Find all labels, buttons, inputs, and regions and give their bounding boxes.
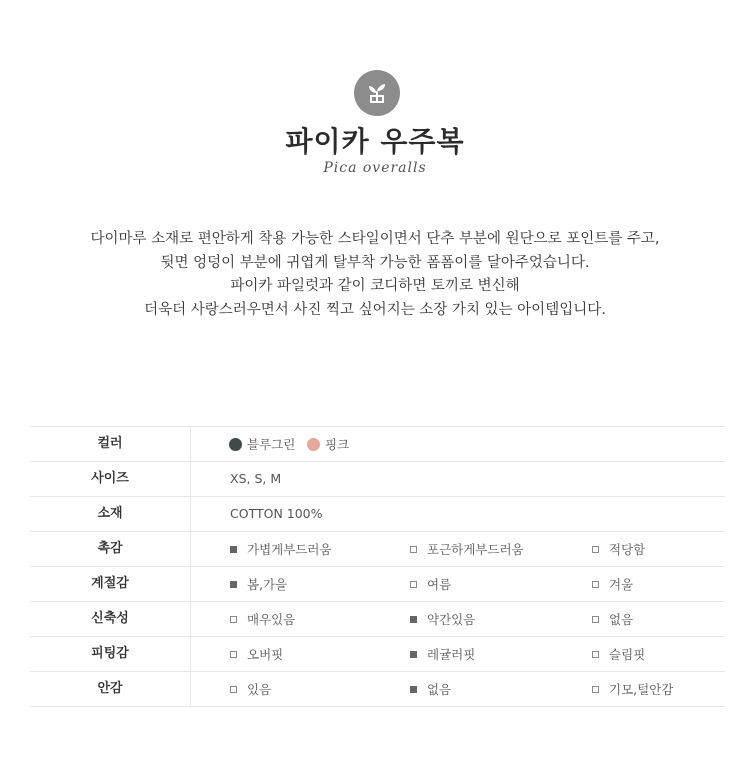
- rating-option: [592, 602, 633, 636]
- rating-option-label: 없음: [427, 682, 452, 697]
- rating-option: [592, 567, 633, 601]
- checked-box-icon: [230, 546, 237, 553]
- rating-option-label: 여름: [427, 577, 452, 592]
- rating-option: [410, 567, 451, 601]
- spec-row-rating: [30, 672, 725, 707]
- rating-option-label: 포근하게부드러움: [427, 542, 524, 557]
- color-swatch: [229, 438, 242, 451]
- color-name: 블루그린: [247, 437, 296, 452]
- unchecked-box-icon: [230, 686, 237, 693]
- description-line: 다이마루 소재로 편안하게 착용 가능한 스타일이면서 단추 부분에 원단으로 포인트를 주고,: [90, 231, 660, 247]
- checked-box-icon: [410, 616, 417, 623]
- rating-option: [230, 567, 287, 601]
- rating-option: [592, 672, 673, 706]
- rating-option: [230, 637, 283, 671]
- color-option: [229, 427, 295, 461]
- rating-option-label: 봄,가을: [247, 577, 288, 592]
- rating-option-label: 레귤러핏: [427, 647, 476, 662]
- rating-option-label: 적당함: [609, 542, 646, 557]
- description-line: 뒷면 엉덩이 부분에 귀엽게 탈부착 가능한 폼폼이를 달아주었습니다.: [160, 254, 590, 271]
- rating-option: [592, 532, 645, 566]
- rating-option-label: 매우있음: [247, 612, 296, 627]
- unchecked-box-icon: [592, 651, 599, 658]
- rating-option: [410, 602, 475, 636]
- unchecked-box-icon: [410, 581, 417, 588]
- rating-option-label: 없음: [609, 612, 634, 627]
- product-subtitle: Pica overalls: [323, 160, 427, 176]
- color-option: [307, 427, 349, 461]
- unchecked-box-icon: [592, 581, 599, 588]
- spec-label: 안감: [30, 672, 191, 706]
- rating-option: [230, 672, 271, 706]
- description-line: 더욱더 사랑스러우면서 사진 찍고 싶어지는 소장 가치 있는 아이템입니다.: [144, 301, 606, 318]
- spec-label: 피팅감: [30, 637, 191, 671]
- spec-row-rating: [30, 532, 725, 567]
- rating-option: [592, 637, 645, 671]
- product-title: 파이카 우주복: [285, 125, 465, 158]
- checked-box-icon: [230, 581, 237, 588]
- spec-table: [30, 426, 725, 707]
- spec-label: 소재: [30, 497, 191, 531]
- spec-label: 컬러: [30, 427, 191, 461]
- unchecked-box-icon: [592, 546, 599, 553]
- description-line: 파이카 파일럿과 같이 코디하면 토끼로 변신해: [230, 278, 520, 294]
- unchecked-box-icon: [592, 686, 599, 693]
- rating-option-label: 슬림핏: [609, 647, 646, 662]
- rating-option: [410, 532, 524, 566]
- color-swatch: [307, 438, 320, 451]
- plant-sprout-icon: [364, 80, 390, 106]
- rating-option-label: 가볍게부드러움: [247, 542, 332, 557]
- spec-row-color: [30, 427, 725, 462]
- unchecked-box-icon: [592, 616, 599, 623]
- product-description: [0, 228, 750, 322]
- unchecked-box-icon: [230, 651, 237, 658]
- spec-row-rating: [30, 637, 725, 672]
- rating-option: [230, 602, 295, 636]
- rating-option-label: 겨울: [609, 577, 634, 592]
- rating-option-label: 오버핏: [247, 647, 284, 662]
- spec-row-material: [30, 497, 725, 532]
- spec-label: 사이즈: [30, 462, 191, 496]
- size-value: XS, S, M: [230, 471, 282, 486]
- spec-row-rating: [30, 602, 725, 637]
- rating-option: [230, 532, 332, 566]
- rating-option-label: 있음: [247, 682, 272, 697]
- checked-box-icon: [410, 651, 417, 658]
- rating-option-label: 기모,털안감: [609, 682, 674, 697]
- spec-label: 신축성: [30, 602, 191, 636]
- brand-logo: [354, 70, 400, 116]
- rating-option: [410, 672, 451, 706]
- unchecked-box-icon: [410, 546, 417, 553]
- rating-option-label: 약간있음: [427, 612, 476, 627]
- spec-row-rating: [30, 567, 725, 602]
- color-name: 핑크: [325, 437, 350, 452]
- material-value: COTTON 100%: [230, 506, 323, 521]
- checked-box-icon: [410, 686, 417, 693]
- spec-row-size: [30, 462, 725, 497]
- spec-label: 계절감: [30, 567, 191, 601]
- rating-option: [410, 637, 475, 671]
- spec-label: 촉감: [30, 532, 191, 566]
- unchecked-box-icon: [230, 616, 237, 623]
